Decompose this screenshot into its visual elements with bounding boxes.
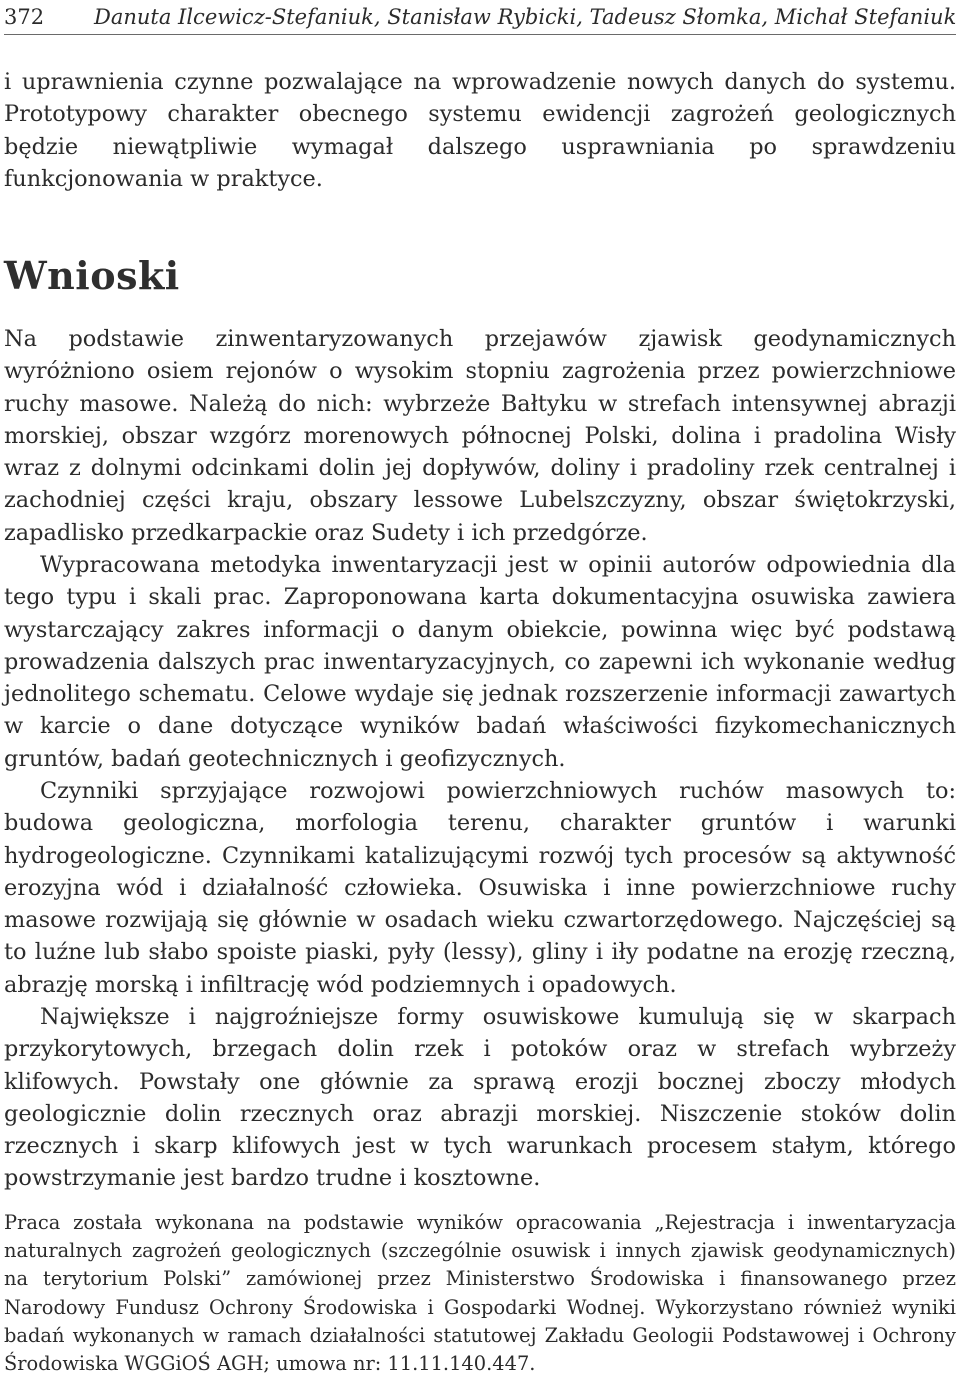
- running-head: [4, 2, 956, 35]
- page-number: 372: [4, 5, 45, 29]
- conclusions-paragraph-2: Wypracowana metodyka inwentaryzacji jest w opinii autorów odpowiednia dla tego typu i skali prac. Zaproponowana karta dokumentacyjna osuwiska zawiera wystarczający zakres informacji o danym obiekcie, powinna więc być podstawą prowadzenia dalszych prac inwentaryzacyjnych, co zapewni ich wykonanie według jednolitego schematu. Celowe wydaje się jednak rozszerzenie informacji zawartych w karcie o dane dotyczące wyników badań właściwości fizykomechanicznych gruntów, badań geotechnicznych i geofizycznych.: [4, 552, 956, 772]
- acknowledgement-note: Praca została wykonana na podstawie wyników opracowania „Rejestracja i inwentaryzacja naturalnych zagrożeń geologicznych (szczególnie osuwisk i innych zjawisk geodynamicznych) na terytorium Polski” zamówionej przez Ministerstwo Środowiska i finansowanego przez Narodowy Fundusz Ochrony Środowiska i Gospodarki Wodnej. Wykorzystano również wyniki badań wykonanych w ramach działalności statutowej Zakładu Geologii Podstawowej i Ochrony Środowiska WGGiOŚ AGH; umowa nr: 11.11.140.447.: [4, 1211, 956, 1376]
- conclusions-paragraph-3: Czynniki sprzyjające rozwojowi powierzchniowych ruchów masowych to: budowa geologiczna, morfologia terenu, charakter gruntów i warunki hydrogeologiczne. Czynnikami katalizującymi rozwój tych procesów są aktywność erozyjna wód i działalność człowieka. Osuwiska i inne powierzchniowe ruchy masowe rozwijają się głównie w osadach wieku czwartorzędowego. Najczęściej są to luźne lub słabo spoiste piaski, pyły (lessy), gliny i iły podatne na erozję rzeczną, abrazję morską i infiltrację wód podziemnych i opadowych.: [4, 778, 956, 998]
- conclusions-paragraph-4: Największe i najgroźniejsze formy osuwiskowe kumulują się w skarpach przykorytowych, brzegach dolin rzek i potoków oraz w strefach wybrzeży klifowych. Powstały one głównie za sprawą erozji bocznej zboczy młodych geologicznie dolin rzecznych oraz abrazji morskiej. Niszczenie stoków dolin rzecznych i skarp klifowych jest w tych warunkach procesem stałym, którego powstrzymanie jest bardzo trudne i kosztowne.: [4, 1004, 956, 1192]
- running-head-authors: Danuta Ilcewicz-Stefaniuk, Stanisław Rybicki, Tadeusz Słomka, Michał Stefaniuk: [94, 5, 957, 29]
- conclusions-paragraph-1: Na podstawie zinwentaryzowanych przejawów zjawisk geodynamicznych wyróżniono osiem rejonów o wysokim stopniu zagrożenia przez powierzchniowe ruchy masowe. Należą do nich: wybrzeże Bałtyku w strefach intensywnej abrazji morskiej, obszar wzgórz morenowych północnej Polski, dolina i pradolina Wisły wraz z dolnymi odcinkami dolin jej dopływów, doliny i pradoliny rzek centralnej i zachodniej części kraju, obszary lessowe Lubelszczyzny, obszar świętokrzyski, zapadlisko przedkarpackie oraz Sudety i ich przedgórze.: [4, 326, 956, 546]
- intro-paragraph: i uprawnienia czynne pozwalające na wprowadzenie nowych danych do systemu. Prototypowy charakter obecnego systemu ewidencji zagrożeń geologicznych będzie niewątpliwie wymagał dalszego usprawniania po sprawdzeniu funkcjonowania w praktyce.: [4, 69, 956, 192]
- section-heading: Wnioski: [4, 253, 180, 298]
